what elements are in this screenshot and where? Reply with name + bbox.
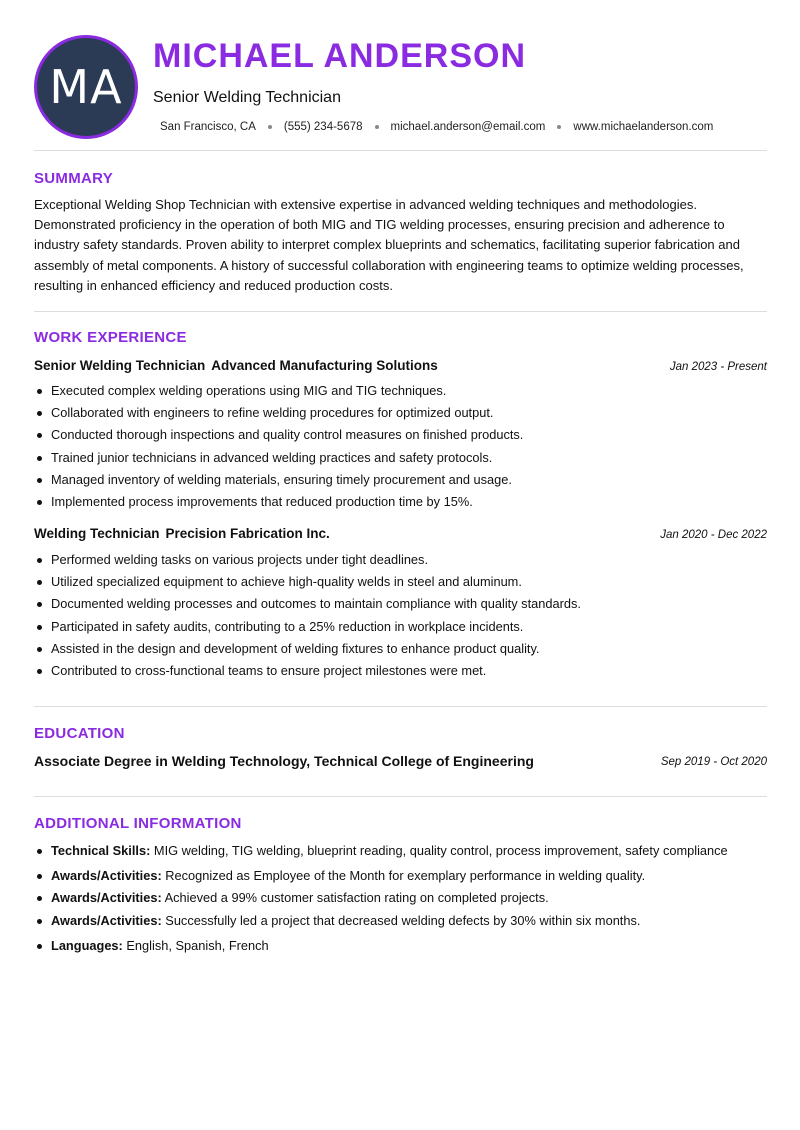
work-experience-heading: WORK EXPERIENCE <box>34 329 187 346</box>
education-heading: EDUCATION <box>34 725 125 742</box>
job-title-2 <box>34 526 330 541</box>
candidate-name: MICHAEL ANDERSON <box>153 37 527 75</box>
info-text: MIG welding, TIG welding, blueprint reading, quality control, process improvement, safety compliance <box>153 843 728 858</box>
list-item: Assisted in the design and development of welding fixtures to enhance product quality. <box>34 638 764 660</box>
list-item: Implemented process improvements that reduced production time by 15%. <box>34 491 764 513</box>
avatar <box>34 35 138 139</box>
education-degree: Associate Degree in Welding Technology, Technical College of Engineering <box>34 753 534 769</box>
job-bullets-2 <box>34 549 764 682</box>
list-item <box>34 840 764 862</box>
separator-dot <box>268 125 272 129</box>
job-company: Precision Fabrication Inc. <box>165 526 330 541</box>
section-divider <box>34 311 767 312</box>
contact-info <box>160 121 713 133</box>
list-item <box>34 935 764 957</box>
info-label: Languages: <box>51 937 123 953</box>
summary-text: Exceptional Welding Shop Technician with extensive expertise in advanced welding techniques and methodologies. Demonstrated proficiency in the operation of both MIG and TIG welding processes, ensuring precision and adherence to industry safety standards. Proven ability to interpret complex blueprints and schematics, facilitating superior fabrication and assembly of metal components. A history of successful collaboration with engineering teams to optimize welding processes, resulting in enhanced efficiency and reduced production costs. <box>34 197 744 293</box>
job-dates-1: Jan 2023 - Present <box>669 361 767 373</box>
list-item: Documented welding processes and outcomes to maintain compliance with quality standards. <box>34 593 764 615</box>
job-position: Welding Technician <box>34 526 160 541</box>
list-item: Participated in safety audits, contributing to a 25% reduction in workplace incidents. <box>34 616 764 638</box>
list-item: Executed complex welding operations using MIG and TIG techniques. <box>34 380 764 402</box>
list-item: Managed inventory of welding materials, ensuring timely procurement and usage. <box>34 469 764 491</box>
list-item <box>34 910 764 932</box>
list-item <box>34 887 764 909</box>
job-position: Senior Welding Technician <box>34 358 206 373</box>
list-item: Performed welding tasks on various projects under tight deadlines. <box>34 549 764 571</box>
candidate-role: Senior Welding Technician <box>153 89 341 106</box>
info-text: English, Spanish, French <box>126 937 269 953</box>
education-dates: Sep 2019 - Oct 2020 <box>660 756 767 768</box>
resume-header <box>0 0 800 150</box>
section-divider <box>34 150 767 151</box>
info-text: Successfully led a project that decreased welding defects by 30% within six months. <box>165 912 641 928</box>
list-item: Contributed to cross-functional teams to ensure project milestones were met. <box>34 660 764 682</box>
additional-info-heading: ADDITIONAL INFORMATION <box>34 815 242 832</box>
job-bullets-1 <box>34 380 764 513</box>
job-title-1 <box>34 358 438 373</box>
info-label: Awards/Activities: <box>51 868 162 884</box>
info-label: Awards/Activities: <box>51 912 162 928</box>
avatar-initials: MA <box>49 60 123 114</box>
contact-phone: (555) 234-5678 <box>283 121 363 133</box>
contact-location: San Francisco, CA <box>160 121 256 133</box>
job-company: Advanced Manufacturing Solutions <box>211 358 438 373</box>
list-item: Utilized specialized equipment to achieve high-quality welds in steel and aluminum. <box>34 571 764 593</box>
info-label: Technical Skills: <box>51 843 151 858</box>
contact-website[interactable]: www.michaelanderson.com <box>573 121 714 133</box>
separator-dot <box>557 125 561 129</box>
contact-email[interactable]: michael.anderson@email.com <box>390 121 546 133</box>
additional-info-list <box>34 840 764 957</box>
job-dates-2: Jan 2020 - Dec 2022 <box>660 529 767 541</box>
list-item <box>34 865 764 887</box>
list-item: Conducted thorough inspections and quality control measures on finished products. <box>34 424 764 446</box>
info-text: Recognized as Employee of the Month for exemplary performance in welding quality. <box>165 868 646 884</box>
info-label: Awards/Activities: <box>51 890 162 906</box>
list-item: Collaborated with engineers to refine welding procedures for optimized output. <box>34 402 764 424</box>
section-divider <box>34 796 767 797</box>
info-text: Achieved a 99% customer satisfaction rating on completed projects. <box>164 890 549 906</box>
section-divider <box>34 706 767 707</box>
separator-dot <box>375 125 379 129</box>
list-item: Trained junior technicians in advanced welding practices and safety protocols. <box>34 447 764 469</box>
summary-heading: SUMMARY <box>34 170 114 187</box>
